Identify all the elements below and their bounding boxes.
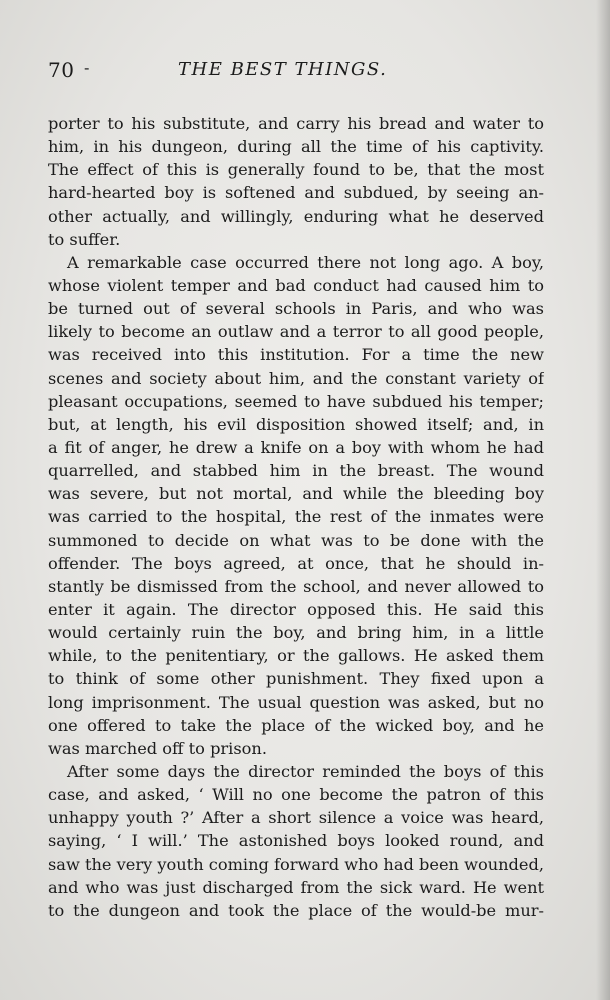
- text-line: stantly be dismissed from the school, and never allowed to: [48, 576, 544, 596]
- text-line: unhappy youth ?’ After a short silence a voice was heard,: [48, 808, 544, 828]
- text-line: pleasant occupations, seemed to have subdued his temper;: [48, 391, 544, 411]
- text-line: be turned out of several schools in Paris, and who was: [48, 299, 544, 319]
- text-line: offender. The boys agreed, at once, that he should in-: [48, 553, 544, 573]
- text-line: saw the very youth coming forward who had been wounded,: [48, 854, 544, 874]
- text-line: whose violent temper and bad conduct had caused him to: [48, 275, 544, 295]
- text-line: porter to his substitute, and carry his bread and water to: [48, 114, 544, 133]
- text-line: likely to become an outlaw and a terror to all good people,: [48, 322, 544, 342]
- text-line: saying, ‘ I will.’ The astonished boys looked round, and: [48, 831, 544, 851]
- text-line: was marched off to prison.: [48, 738, 267, 758]
- text-line: one offered to take the place of the wicked boy, and he: [48, 715, 544, 735]
- text-line: A remarkable case occurred there not long ago. A boy,: [67, 252, 544, 272]
- text-line: while, to the penitentiary, or the gallows. He asked them: [48, 646, 544, 666]
- header-dash: -: [84, 58, 90, 77]
- text-line: quarrelled, and stabbed him in the breast. The wound: [48, 461, 544, 481]
- text-line: The effect of this is generally found to be, that the most: [48, 160, 544, 180]
- text-line: was severe, but not mortal, and while the bleeding boy: [48, 484, 544, 504]
- text-line: scenes and society about him, and the constant variety of: [48, 368, 544, 388]
- text-line: would certainly ruin the boy, and bring him, in a little: [48, 623, 544, 643]
- text-line: case, and asked, ‘ Will no one become the patron of this: [48, 785, 544, 805]
- text-line: to the dungeon and took the place of the would-be mur-: [48, 900, 544, 920]
- running-title: THE BEST THINGS.: [178, 59, 388, 80]
- text-line: was carried to the hospital, the rest of the inmates were: [48, 507, 544, 527]
- text-line: to think of some other punishment. They fixed upon a: [48, 669, 544, 689]
- body-text: [48, 112, 544, 922]
- text-line: enter it again. The director opposed this. He said this: [48, 599, 544, 619]
- text-line: a fit of anger, he drew a knife on a boy with whom he had: [48, 437, 544, 457]
- text-line: other actually, and willingly, enduring what he deserved: [48, 206, 544, 226]
- text-line: him, in his dungeon, during all the time of his captivity.: [48, 137, 544, 157]
- text-line: hard-hearted boy is softened and subdued, by seeing an-: [48, 183, 544, 203]
- text-line: After some days the director reminded the boys of this: [67, 761, 544, 781]
- text-line: to suffer.: [48, 229, 121, 249]
- text-line: long imprisonment. The usual question was asked, but no: [48, 692, 544, 712]
- text-line: summoned to decide on what was to be done with the: [48, 530, 544, 550]
- page-header: [48, 58, 552, 88]
- text-line: was received into this institution. For a time the new: [48, 345, 544, 365]
- page-number: 70: [48, 58, 75, 82]
- text-line: and who was just discharged from the sick ward. He went: [48, 877, 544, 897]
- text-line: but, at length, his evil disposition showed itself; and, in: [48, 414, 544, 434]
- page-edge-shadow: [596, 0, 610, 1000]
